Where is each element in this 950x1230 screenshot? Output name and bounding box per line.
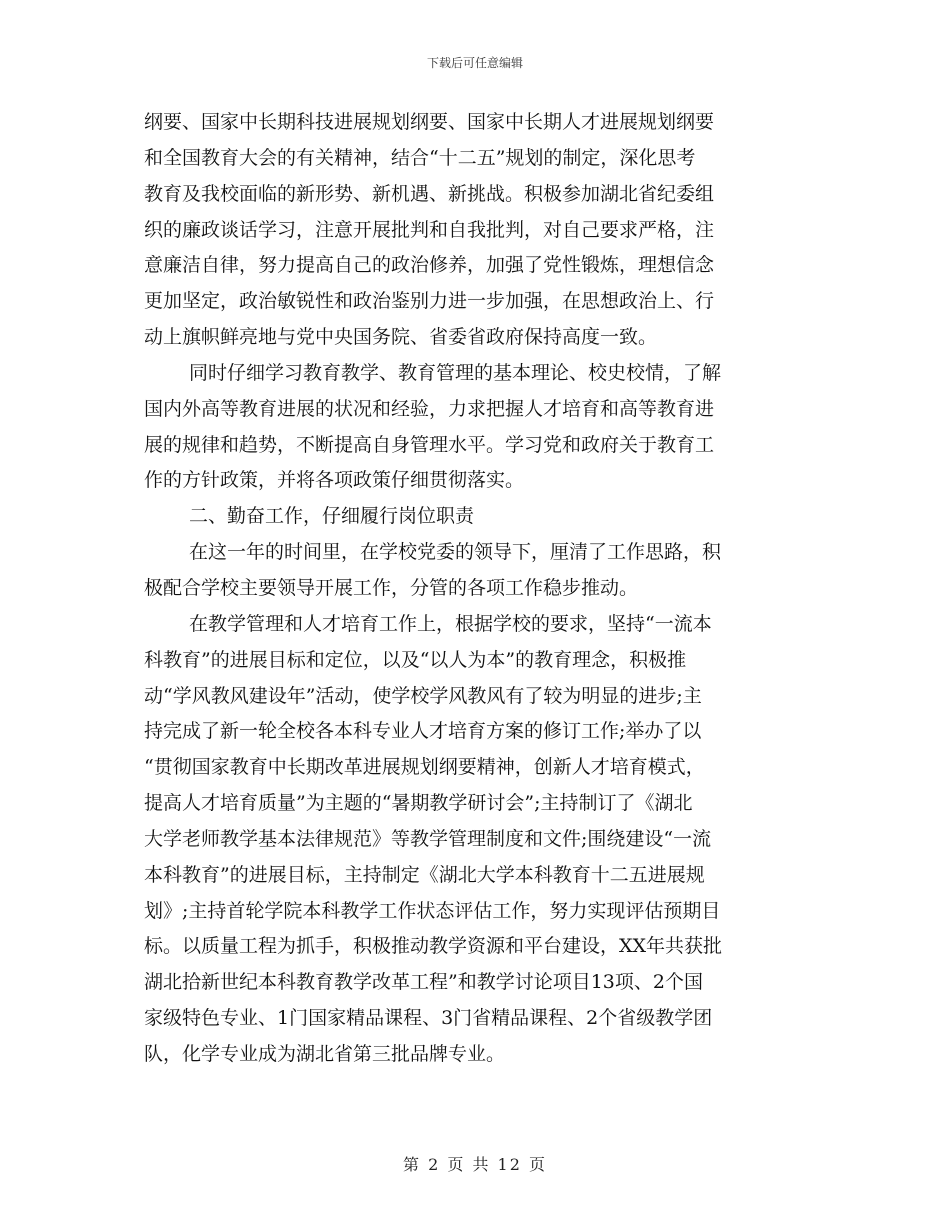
text-line: 提高人才培育质量”为主题的“暑期教学研讨会”;主持制订了《湖北 xyxy=(144,792,693,815)
text-line: 作的方针政策，并将各项政策仔细贯彻落实。 xyxy=(144,469,525,492)
text-line: 国内外高等教育进展的状况和经验，力求把握人才培育和高等教育进 xyxy=(144,397,715,420)
text-line: 队，化学专业成为湖北省第三批品牌专业。 xyxy=(144,1042,506,1065)
paragraph-first-line: 同时仔细学习教育教学、教育管理的基本理论、校史校情，了解 xyxy=(189,361,722,384)
text-line: 和全国教育大会的有关精神，结合“十二五”规划的制定，深化思考 xyxy=(144,146,696,169)
text-line: 本科教育”的进展目标，主持制定《湖北大学本科教育十二五进展规 xyxy=(144,863,705,886)
text-line: 织的廉政谈话学习，注意开展批判和自我批判，对自己要求严格，注 xyxy=(144,218,715,241)
text-line: 极配合学校主要领导开展工作，分管的各项工作稳步推动。 xyxy=(144,576,639,599)
text-line: 动“学风教风建设年”活动，使学校学风教风有了较为明显的进步;主 xyxy=(144,684,702,707)
paragraph-first-line: 在这一年的时间里，在学校党委的领导下，厘清了工作思路，积 xyxy=(189,541,722,564)
text-line: 标。以质量工程为抓手，积极推动教学资源和平台建设，XX年共获批 xyxy=(144,935,723,958)
text-line: 持完成了新一轮全校各本科专业人才培育方案的修订工作;举办了以 xyxy=(144,720,702,743)
text-line: 纲要、国家中长期科技进展规划纲要、国家中长期人才进展规划纲要 xyxy=(144,111,715,133)
text-line: 大学老师教学基本法律规范》等教学管理制度和文件;围绕建设“一流 xyxy=(144,827,712,850)
text-line: 展的规律和趋势，不断提高自身管理水平。学习党和政府关于教育工 xyxy=(144,433,715,456)
text-line: 更加坚定，政治敏锐性和政治鉴别力进一步加强，在思想政治上、行 xyxy=(144,290,715,313)
page-header: 下载后可任意编辑 xyxy=(426,56,523,70)
text-line: 意廉洁自律，努力提高自己的政治修养，加强了党性锻炼，理想信念 xyxy=(144,254,715,277)
text-line: 教育及我校面临的新形势、新机遇、新挑战。积极参加湖北省纪委组 xyxy=(144,182,715,205)
text-line: 动上旗帜鲜亮地与党中央国务院、省委省政府保持高度一致。 xyxy=(144,326,658,349)
text-line: 划》;主持首轮学院本科教学工作状态评估工作，努力实现评估预期目 xyxy=(144,899,721,922)
document-body xyxy=(144,105,807,1073)
section-heading: 二、勤奋工作，仔细履行岗位职责 xyxy=(189,505,475,528)
text-line: 湖北拾新世纪本科教育教学改革工程”和教学讨论项目13项、2个国 xyxy=(144,971,703,994)
page-number: 第 2 页 共 12 页 xyxy=(403,1155,547,1174)
text-line: 科教育”的进展目标和定位，以及“以人为本”的教育理念，积极推 xyxy=(144,648,687,671)
text-line: “贯彻国家教育中长期改革进展规划纲要精神，创新人才培育模式， xyxy=(144,756,705,779)
paragraph-first-line: 在教学管理和人才培育工作上，根据学校的要求，坚持“一流本 xyxy=(189,612,712,635)
text-line: 家级特色专业、1门国家精品课程、3门省精品课程、2个省级教学团 xyxy=(144,1007,713,1030)
